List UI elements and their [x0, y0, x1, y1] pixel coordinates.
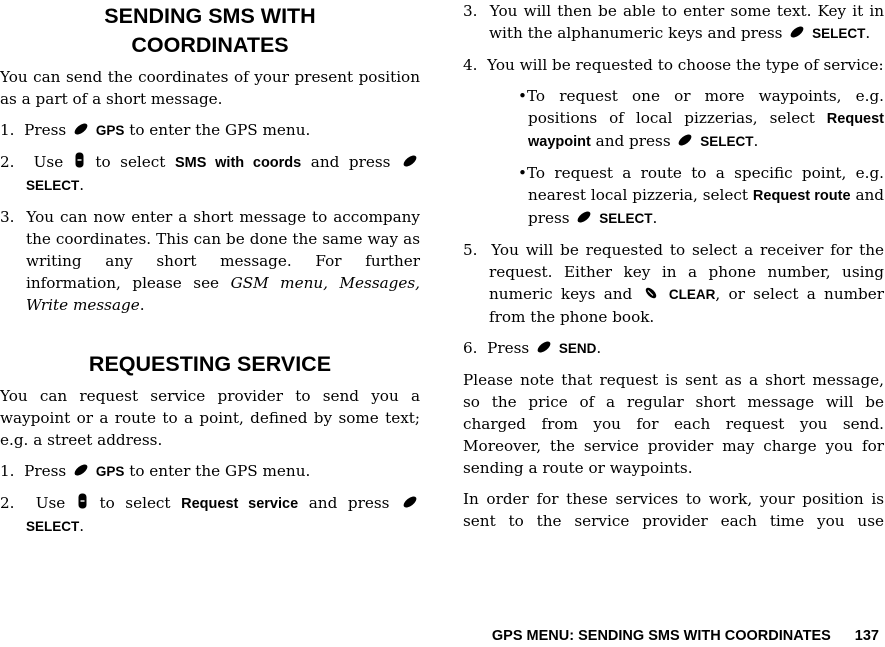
- step-5-select-receiver: 5. You will be requested to select a receiver for the request. Either key in a phone number, using numeric keys and CLEAR, or select a number from the phone book.: [463, 241, 885, 326]
- reference-link-text: GSM menu, Messages, Write message: [26, 274, 420, 314]
- pen-softkey-icon: [402, 495, 418, 509]
- bullet-request-waypoint: •To request one or more waypoints, e.g. positions of local pizzerias, select Request waypoint and press SELECT.: [518, 87, 885, 150]
- page-number: 137: [854, 628, 879, 644]
- pen-softkey-icon: [789, 25, 805, 39]
- step-1: 1. Press GPS to enter the GPS menu.: [0, 121, 311, 139]
- footer-title: GPS MENU: SENDING SMS WITH COORDINATES: [491, 628, 831, 644]
- pen-softkey-icon: [402, 154, 418, 168]
- left-column: [0, 0, 420, 538]
- pen-softkey-icon: [576, 210, 592, 224]
- heading-sending-sms: SENDING SMS WITH COORDINATES: [104, 4, 316, 57]
- intro-paragraph-2: You can request service provider to send you a waypoint or a route to a point, defined by some text; e.g. a street address.: [0, 387, 420, 449]
- step-2: 2. Use to select SMS with coords and press SELECT.: [0, 151, 420, 197]
- step-3: 3. You can now enter a short message to accompany the coordinates. This can be done the same way as writing any short message. For further information, please see GSM menu, Messages, Write message.: [0, 208, 420, 314]
- request-step-2: 2. Use to select Request service and press SELECT.: [0, 492, 420, 538]
- page-footer: [492, 626, 879, 646]
- note-paragraph: Please note that request is sent as a short message, so the price of a regular short message will be charged from you for each request you send. Moreover, the service provider may charge you for sending a route or waypoints.: [463, 371, 884, 477]
- intro-paragraph: You can send the coordinates of your present position as a part of a short message.: [0, 68, 420, 108]
- heading-requesting-service: REQUESTING SERVICE: [88, 352, 332, 376]
- bullet-request-route: •To request a route to a specific point, e.g. nearest local pizzeria, select Request route and press SELECT.: [518, 164, 885, 227]
- pen-softkey-icon: [677, 133, 693, 147]
- pen-softkey-icon: [73, 463, 89, 477]
- position-paragraph: In order for these services to work, your position is sent to the service provider each time you use: [463, 490, 884, 530]
- pen-softkey-icon: [536, 340, 552, 354]
- pen-softkey-icon: [73, 122, 89, 136]
- scroll-key-icon: [75, 152, 84, 168]
- step-6-send: 6. Press SEND.: [463, 339, 602, 357]
- step-3-enter-text: 3. You will then be able to enter some text. Key it in with the alphanumeric keys and press SELECT.: [463, 2, 884, 42]
- request-step-1: 1. Press GPS to enter the GPS menu.: [0, 462, 311, 480]
- clear-key-icon: [643, 286, 659, 300]
- right-column: [463, 0, 884, 532]
- scroll-key-icon: [78, 493, 87, 509]
- step-4-choose-type: 4. You will be requested to choose the type of service:: [463, 56, 884, 74]
